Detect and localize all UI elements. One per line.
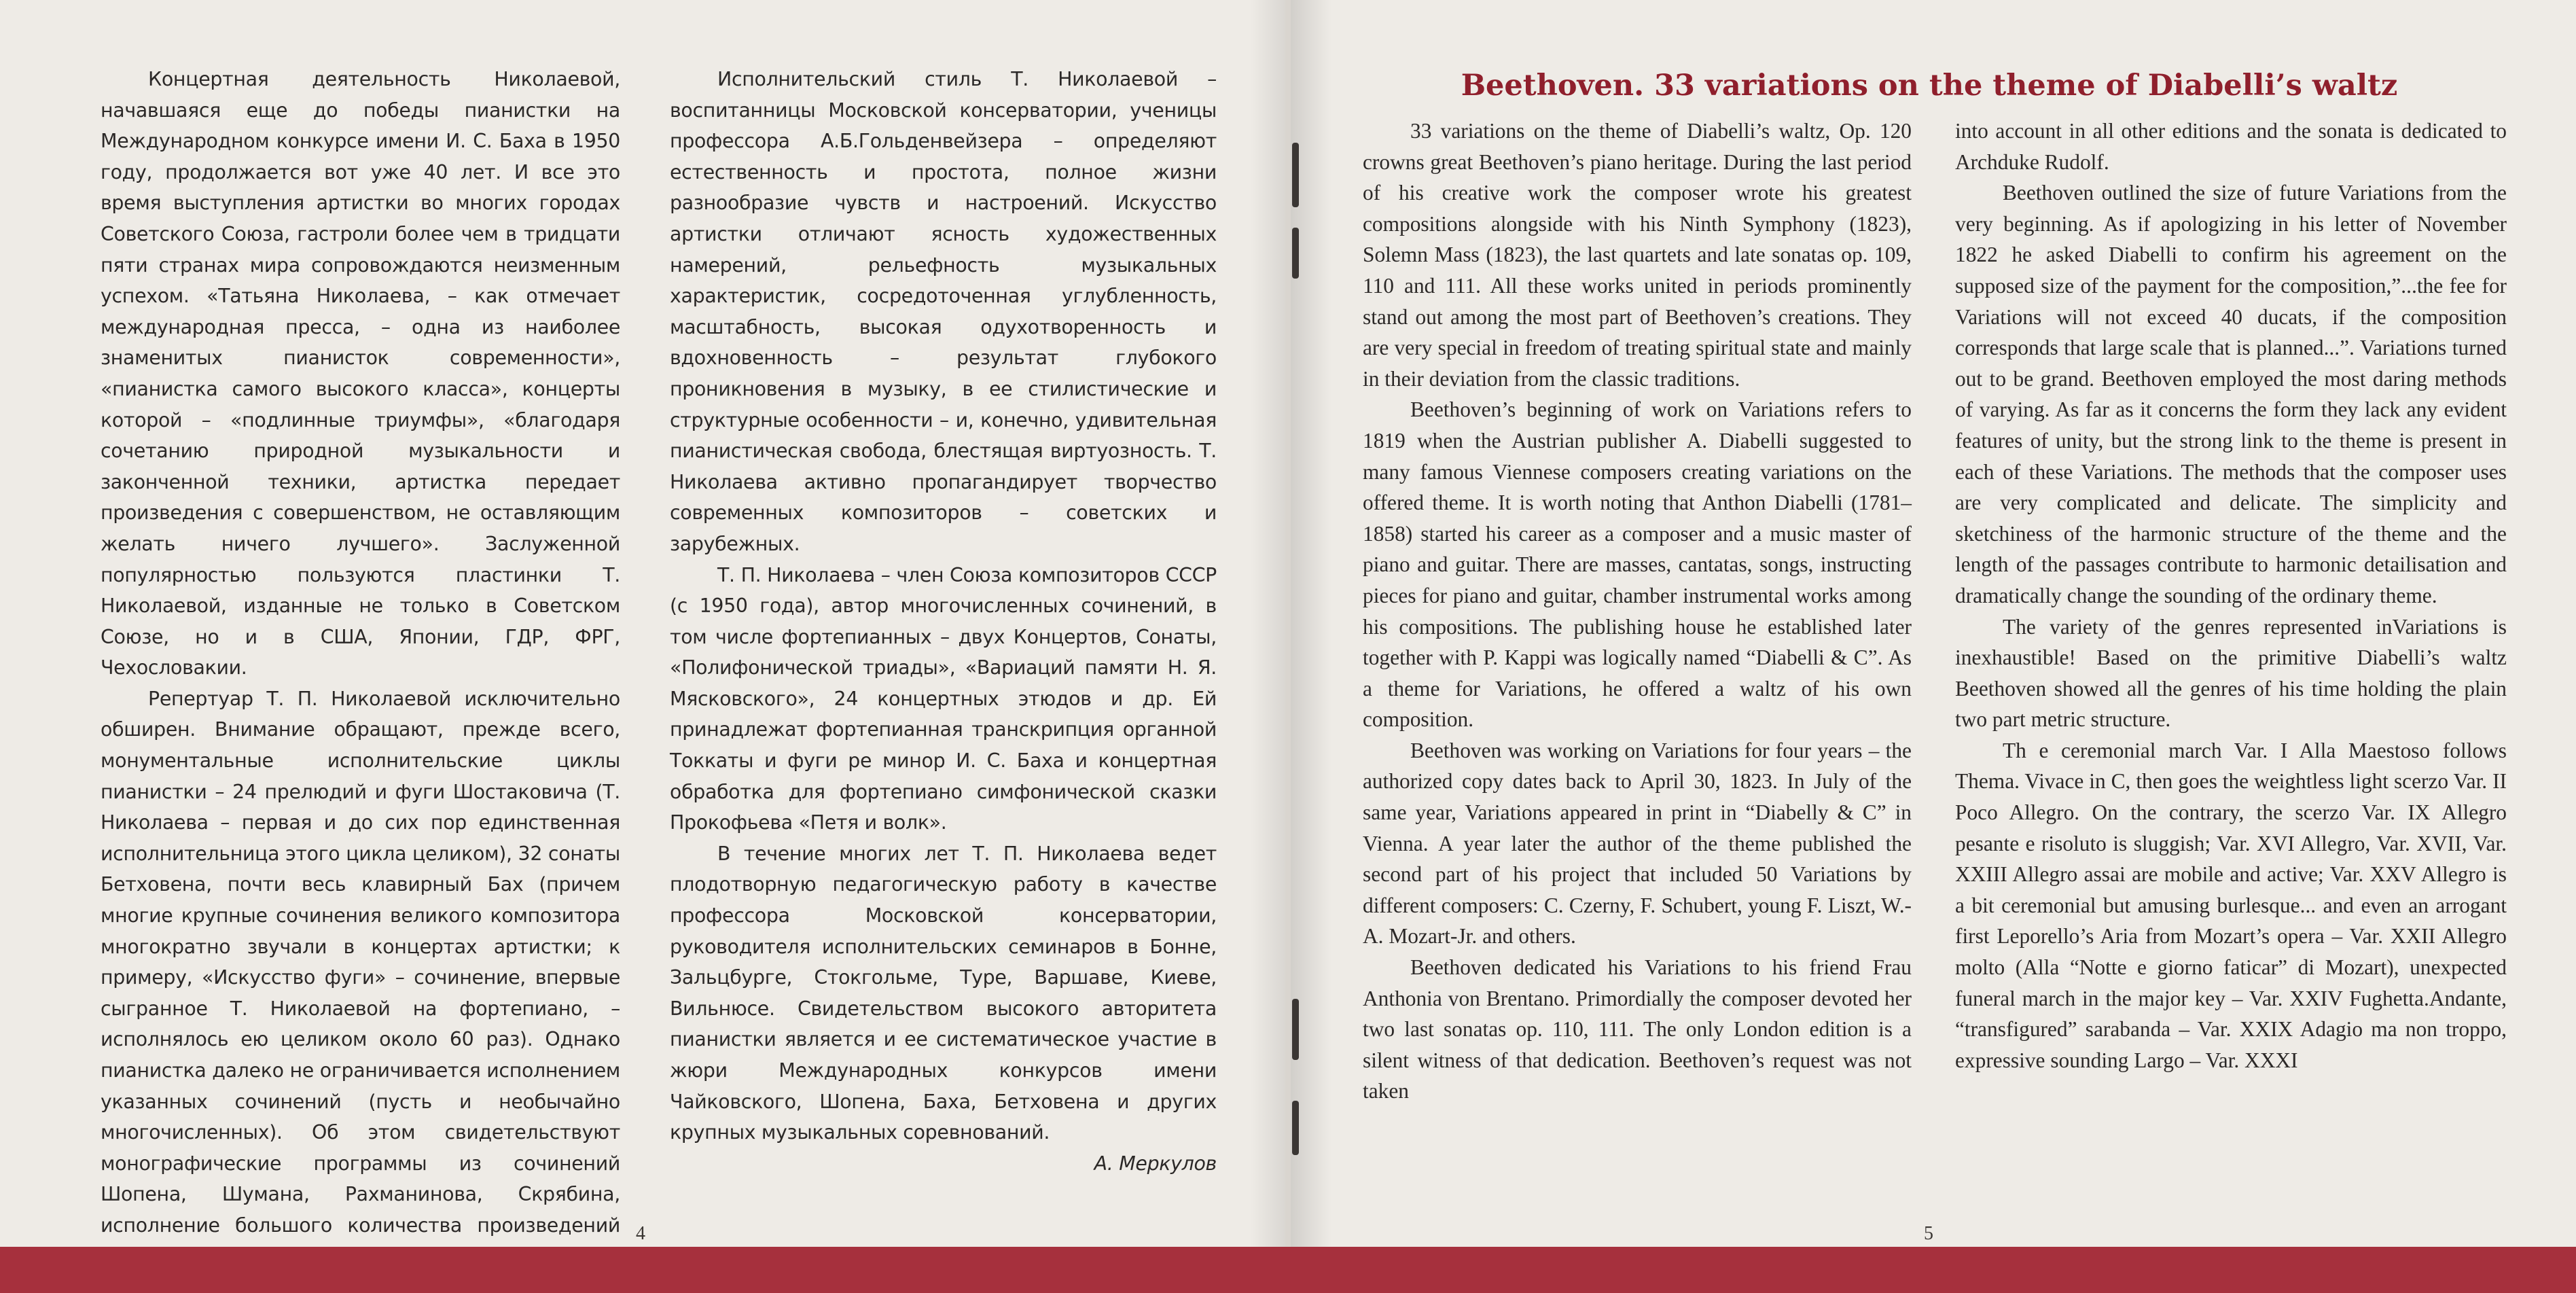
paragraph: The variety of the genres represented inVariations is inexhaustible! Based on the primitive Diabelli’s waltz Beethoven showed all the genres of his time holding the plain two part metric structure. [1955, 614, 2507, 732]
spine-shadow-left [1250, 0, 1291, 1293]
paragraph: Beethoven dedicated his Variations to his friend Frau Anthonia von Brentano. Primordially the composer devoted her two last sonatas op. 110, 111. The only London edition is a silent witness of that dedication. Beethoven’s request was not taken [1363, 955, 1912, 1103]
staple-lower-mid [1292, 999, 1299, 1060]
right-column-2 [1955, 116, 2507, 1076]
bottom-accent-bar [0, 1247, 2576, 1293]
left-column-1 [101, 64, 620, 1272]
paragraph: Исполнительский стиль Т. Николаевой – воспитанницы Московской консерватории, ученицы профессора А.Б.Гольденвейзера – определяют естественность и простота, полное жизни разнообразие чувств и настроений. Искусство артистки отличают ясность художественных намерений, рельефность музыкальных характеристик, сосредоточенная углубленность, масштабность, высокая одухотворенность и вдохновенность – результат глубокого проникновения в музыку, в ее стилистические и структурные особенности – и, конечно, удивительная пианистическая свобода, блестящая виртуозность. Т. Николаева активно пропагандирует творчество современных композиторов – советских и зарубежных. [670, 68, 1217, 555]
booklet-gutter [1285, 0, 1291, 1293]
left-column-2 [670, 64, 1217, 1179]
paragraph: Beethoven was working on Variations for four years – the authorized copy dates back to April 30, 1823. In July of the same year, Variations appeared in print in “Diabelly & C” in Vienna. A year later the author of the theme published the second part of his project that included 50 Variations by different composers: C. Czerny, F. Schubert, young F. Liszt, W.-A. Mozart-Jr. and others. [1363, 738, 1912, 949]
page-title: Beethoven. 33 variations on the theme of Diabelli’s waltz [1461, 69, 2398, 103]
page-number-left: 4 [636, 1223, 645, 1244]
paragraph: В течение многих лет Т. П. Николаева ведет плодотворную педагогическую работу в качестве профессора Московской консерватории, руководителя исполнительских семинаров в Бонне, Зальцбурге, Стокгольме, Туре, Варшаве, Киеве, Вильнюсе. Свидетельством высокого авторитета пианистки является и ее систематическое участие в жюри Международных конкурсов имени Чайковского, Шопена, Баха, Бетховена и других крупных музыкальных соревнований. [670, 842, 1217, 1144]
staple-top [1292, 143, 1299, 207]
paragraph: 33 variations on the theme of Diabelli’s waltz, Op. 120 crowns great Beethoven’s piano heritage. During the last period of his creative work the composer wrote his greatest compositions alongside with his Ninth Symphony (1823), Solemn Mass (1823), the last quartets and late sonatas op. 109, 110 and 111. All these works united in periods prominently stand out among the most part of Beethoven’s creations. They are very special in freedom of treating spiritual state and mainly in their deviation from the classic traditions. [1363, 119, 1912, 391]
paragraph: Т. П. Николаева – член Союза композиторов СССР (с 1950 года), автор многочисленных сочинений, в том числе фортепианных – двух Концертов, Сонаты, «Полифонической триады», «Вариаций памяти Н. Я. Мясковского», 24 концертных этюдов и др. Ей принадлежат фортепианная транскрипция органной Токкаты и фуги ре минор И. С. Баха и концертная обработка для фортепиано симфонической сказки Прокофьева «Петя и волк». [670, 563, 1217, 834]
paragraph: Beethoven’s beginning of work on Variations refers to 1819 when the Austrian publisher A. Diabelli suggested to many famous Viennese composers creating variations on the offered theme. It is worth noting that Anthon Diabelli (1781–1858) started his career as a composer and a music master of piano and guitar. There are masses, cantatas, songs, instructing pieces for piano and guitar, chamber instrumental works among his compositions. The publishing house he established later together with P. Kappi was logically named “Diabelli & C”. As a theme for Variations, he offered a waltz of his own composition. [1363, 397, 1912, 732]
right-column-1 [1363, 116, 1912, 1107]
staple-upper-mid [1292, 228, 1299, 279]
author-signature: А. Меркулов [1094, 1152, 1217, 1175]
staple-bottom [1292, 1101, 1299, 1155]
paragraph: Концертная деятельность Николаевой, начавшаяся еще до победы пианистки на Международном конкурсе имени И. С. Баха в 1950 году, продолжается вот уже 40 лет. И все это время выступления артистки во многих городах Советского Союза, гастроли более чем в тридцати пяти странах мира сопровождаются неизменным успехом. «Татьяна Николаева, – как отмечает международная пресса, – одна из наиболее знаменитых пианисток современности», «пианистка самого высокого класса», концерты которой – «подлинные триумфы», «благодаря сочетанию природной музыкальности и законченной техники, артистка передает произведения с совершенством, не оставляющим желать ничего лучшего». Заслуженной популярностью пользуются пластинки Т. Николаевой, изданные не только в Советском Союзе, но и в США, Японии, ГДР, ФРГ, Чехословакии. [101, 68, 620, 679]
page-number-right: 5 [1924, 1223, 1933, 1244]
paragraph-continuation: into account in all other editions and the sonata is dedicated to Archduke Rudolf. [1955, 119, 2507, 174]
paragraph: Репертуар Т. П. Николаевой исключительно обширен. Внимание обращают, прежде всего, монументальные исполнительские циклы пианистки – 24 прелюдий и фуги Шостаковича (Т. Николаева – первая и до сих пор единственная исполнительница этого цикла целиком), 32 сонаты Бетховена, почти весь клавирный Бах (причем многие крупные сочинения великого композитора многократно звучали в концертах артистки; к примеру, «Искусство фуги» – сочинение, впервые сыгранное Т. Николаевой на фортепиано, – исполнялось ею целиком около 60 раз). Однако пианистка далеко не ограничивается исполнением указанных сочинений (пусть и необычайно многочисленных). Об этом свидетельствуют монографические программы из сочинений Шопена, Шумана, Рахманинова, Скрябина, исполнение большого количества произведений [101, 687, 620, 1237]
paragraph: Th e ceremonial march Var. I Alla Maestoso follows Thema. Vivace in C, then goes the weightless light scerzo Var. II Poco Allegro. On the contrary, the scerzo Var. IX Allegro pesante e risoluto is sluggish; Var. XVI Allegro, Var. XVII, Var. XXIII Allegro assai are mobile and active; Var. XXV Allegro is a bit ceremonial but amusing burlesque... and even an arrogant first Leporello’s Aria from Mozart’s opera – Var. XXII Allegro molto (Alla “Notte e giorno faticar” di Mozart), unexpected funeral march in the major key – Var. XXIV Fughetta.Andante, “transfigured” sarabanda – Var. XXIX Adagio ma non troppo, expressive sounding Largo – Var. XXXI [1955, 738, 2507, 1072]
paragraph: Beethoven outlined the size of future Variations from the very beginning. As if apologizing in his letter of November 1822 he asked Diabelli to confirm his agreement on the supposed size of the payment for the composition,”...the fee for Variations will not exceed 40 ducats, if the composition corresponds that large scale that is planned...”. Variations turned out to be grand. Beethoven employed the most daring methods of varying. As far as it concerns the form they lack any evident features of unity, but the strong link to the theme is present in each of these Variations. The methods that the composer uses are very complicated and delicate. The simplicity and sketchiness of the harmonic structure of the theme and the length of the passages contribute to harmonic detailisation and dramatically change the sounding of the ordinary theme. [1955, 181, 2507, 607]
